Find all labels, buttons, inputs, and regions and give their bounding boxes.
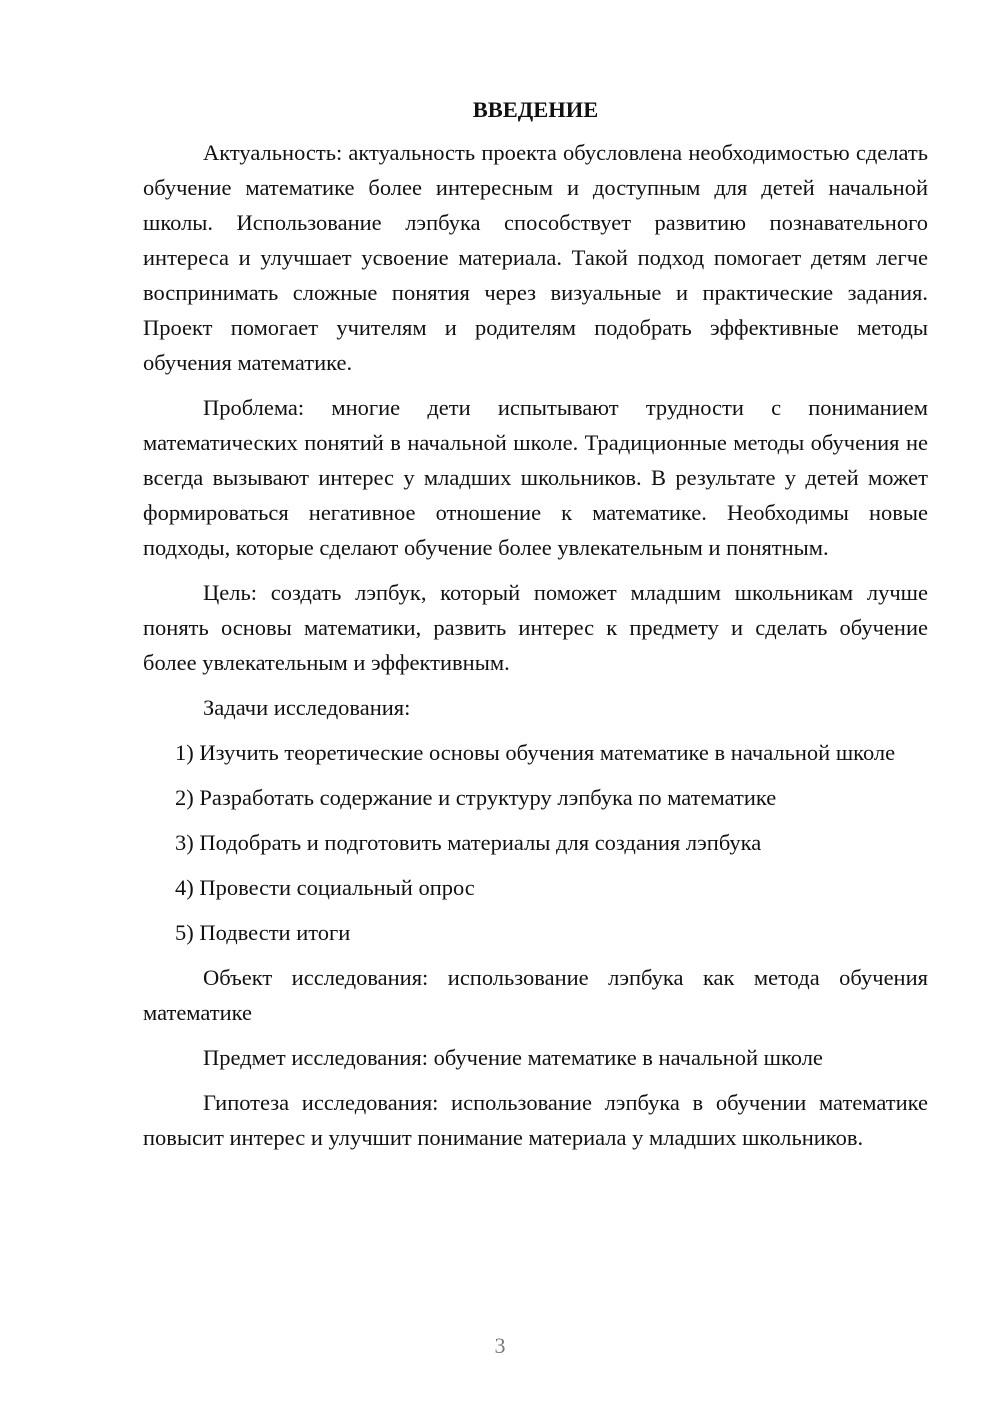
tasks-heading: Задачи исследования: — [203, 695, 411, 720]
paragraph-relevance: Актуальность: актуальность проекта обусловлена необходимостью сделать обучение математике более интересным и доступным для детей начальной школы. Использование лэпбука способствует развитию познавательного интереса и улучшает усвоение материала. Такой подход помогает детям легче воспринимать сложные понятия через визуальные и практические задания. Проект помогает учителям и родителям подобрать эффективные методы обучения математике. — [143, 140, 928, 375]
section-heading: ВВЕДЕНИЕ — [472, 97, 599, 122]
paragraph-problem: Проблема: многие дети испытывают трудности с пониманием математических понятий в начальной школе. Традиционные методы обучения не всегда вызывают интерес у младших школьников. В результате у детей может формироваться негативное отношение к математике. Необходимы новые подходы, которые сделают обучение более увлекательным и понятным. — [143, 395, 928, 560]
task-item-2: 2) Разработать содержание и структуру лэпбука по математике — [175, 785, 777, 810]
page-number: 3 — [494, 1333, 506, 1358]
document-page — [143, 92, 928, 1165]
paragraph-subject: Предмет исследования: обучение математике в начальной школе — [203, 1045, 823, 1070]
paragraph-object: Объект исследования: использование лэпбука как метода обучения математике — [143, 965, 928, 1025]
paragraph-hypothesis: Гипотеза исследования: использование лэпбука в обучении математике повысит интерес и улучшит понимание материала у младших школьников. — [143, 1090, 928, 1150]
task-item-3: 3) Подобрать и подготовить материалы для создания лэпбука — [175, 830, 762, 855]
task-item-4: 4) Провести социальный опрос — [175, 875, 475, 900]
task-item-5: 5) Подвести итоги — [175, 920, 351, 945]
paragraph-goal: Цель: создать лэпбук, который поможет младшим школьникам лучше понять основы математики, развить интерес к предмету и сделать обучение более увлекательным и эффективным. — [143, 580, 928, 675]
task-item-1: 1) Изучить теоретические основы обучения математике в начальной школе — [175, 740, 896, 765]
